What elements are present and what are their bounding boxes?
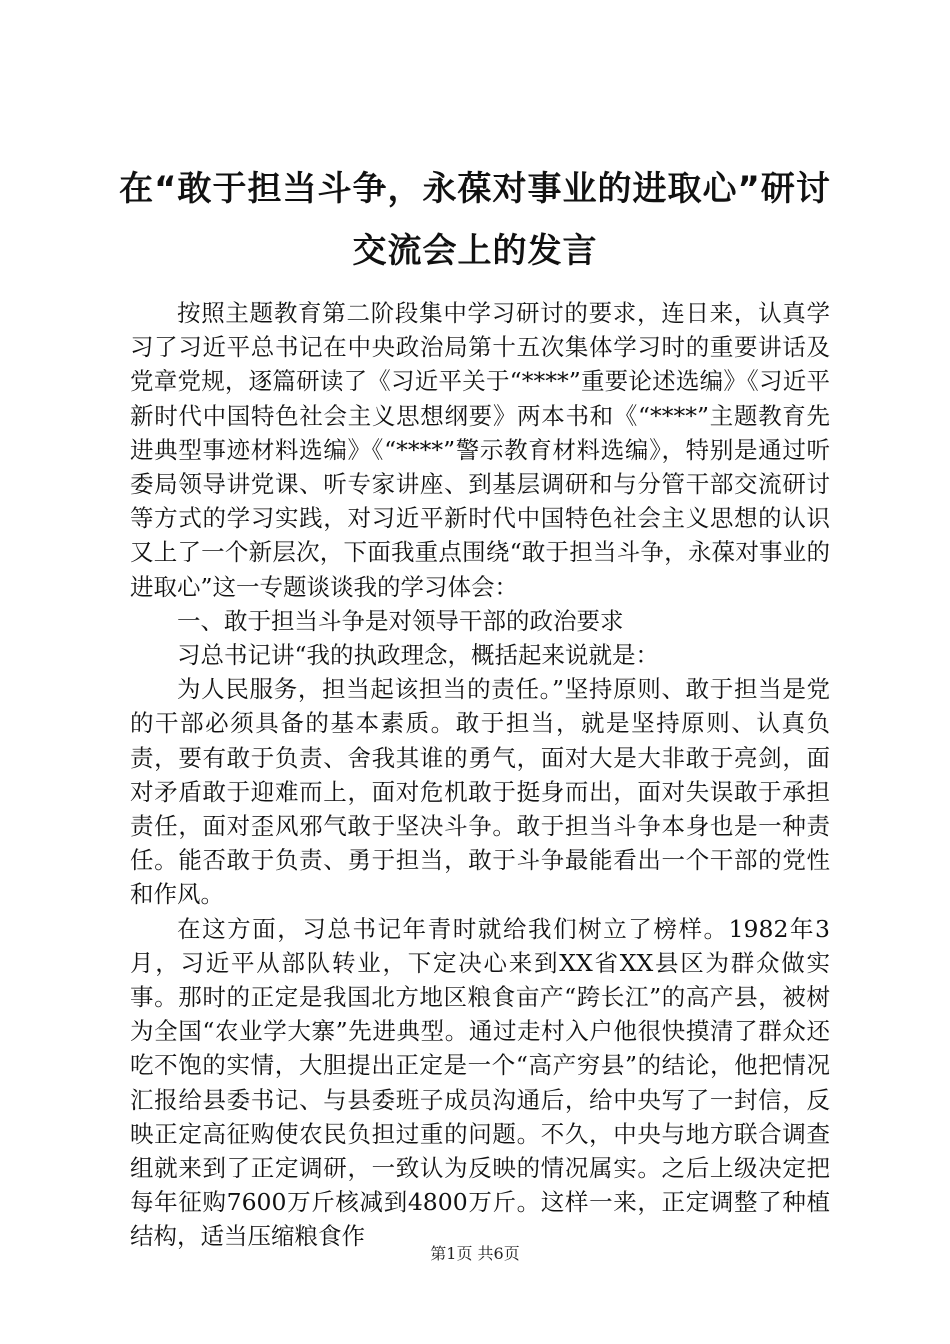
- document-title: 在“敢于担当斗争，永葆对事业的进取心”研讨交流会上的发言: [119, 169, 831, 271]
- page-footer: 第1页 共6页: [430, 1244, 520, 1263]
- paragraph-example: 在这方面，习总书记年青时就给我们树立了榜样。1982年3月，习近平从部队转业，下定决心来到XX省XX县区为群众做实事。那时的正定是我国北方地区粮食亩产“跨长江”的高产县，被树为全国“农业学大寨”先进典型。通过走村入户他很快摸清了群众还吃不饱的实情，大胆提出正定是一个“高产穷县”的结论，他把情况汇报给县委书记、与县委班子成员沟通后，给中央写了一封信，反映正定高征购使农民负担过重的问题。不久，中央与地方联合调查组就来到了正定调研，一致认为反映的情况属实。之后上级决定把每年征购7600万斤核减到4800万斤。这样一来，正定调整了种植结构，适当压缩粮食作: [130, 914, 830, 1251]
- paragraph-responsibility: 为人民服务，担当起该担当的责任。”坚持原则、敢于担当是党的干部必须具备的基本素质。敢于担当，就是坚持原则、认真负责，要有敢于负责、舍我其谁的勇气，面对大是大非敢于亮剑，面对矛盾敢于迎难而上，面对危机敢于挺身而出，面对失误敢于承担责任，面对歪风邪气敢于坚决斗争。敢于担当斗争本身也是一种责任。能否敢于负责、勇于担当，敢于斗争最能看出一个干部的党性和作风。: [130, 675, 830, 909]
- section-heading-1: 一、敢于担当斗争是对领导干部的政治要求: [177, 606, 624, 635]
- document-body: [130, 296, 830, 1254]
- paragraph-intro: 按照主题教育第二阶段集中学习研讨的要求，连日来，认真学习了习近平总书记在中央政治局第十五次集体学习时的重要讲话及党章党规，逐篇研读了《习近平关于“****”重要论述选编》《习近平新时代中国特色社会主义思想纲要》两本书和《“****”主题教育先进典型事迹材料选编》《“****”警示教育材料选编》，特别是通过听委局领导讲党课、听专家讲座、到基层调研和与分管干部交流研讨等方式的学习实践，对习近平新时代中国特色社会主义思想的认识又上了一个新层次，下面我重点围绕“敢于担当斗争，永葆对事业的进取心”这一专题谈谈我的学习体会：: [130, 299, 830, 601]
- paragraph-quote-lead: 习总书记讲“我的执政理念，概括起来说就是：: [177, 641, 660, 670]
